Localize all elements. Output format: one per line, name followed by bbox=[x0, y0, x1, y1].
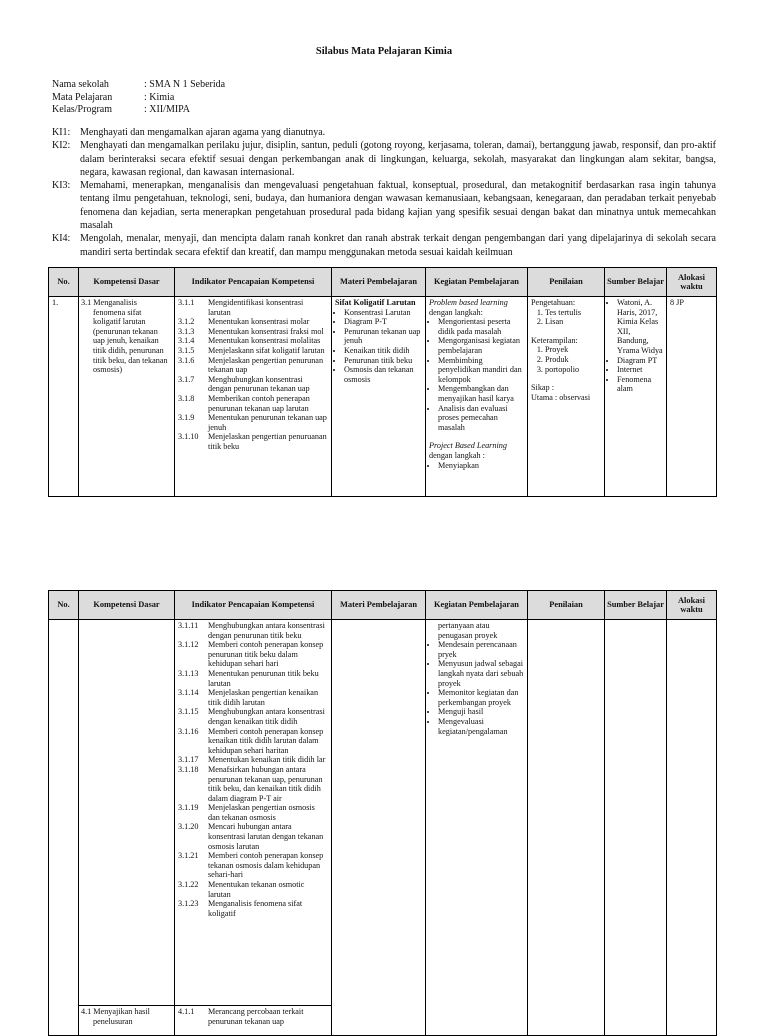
indicator-item: 3.1.22 Menentukan tekanan osmotic larutan bbox=[178, 880, 305, 899]
header-alokasi: Alokasi waktu bbox=[667, 268, 717, 297]
header-penilaian: Penilaian bbox=[528, 268, 605, 297]
indicator-item: 3.1.13 Menentukan penurunan titik beku larutan bbox=[178, 668, 319, 688]
cell-materi bbox=[332, 297, 426, 497]
list-item: • Membimbing penyelidikan mandiri dan kelompok bbox=[438, 356, 524, 385]
table-row bbox=[49, 620, 717, 1006]
indicator-item: 3.1.15 Menghubungkan antara konsentrasi dengan kenaikan titik didih bbox=[178, 707, 325, 726]
header-indikator: Indikator Pencapaian Kompetensi bbox=[175, 591, 332, 620]
indicator-item: 3.1.5 Menjelaskann sifat koligatif larutan bbox=[178, 345, 325, 355]
pjbl-list bbox=[429, 461, 524, 471]
header-alokasi: Alokasi waktu bbox=[667, 591, 717, 620]
header-kegiatan: Kegiatan Pembelajaran bbox=[426, 268, 528, 297]
penilaian-utama: Utama : observasi bbox=[531, 392, 591, 402]
indicator-item: 3.1.14 Menjelaskan pengertian kenaikan titik didih larutan bbox=[178, 688, 319, 707]
table-header-row bbox=[49, 268, 717, 297]
list-item: • Mengevaluasi kegiatan/pengalaman bbox=[438, 717, 524, 736]
ki-item bbox=[52, 126, 716, 139]
core-competencies bbox=[52, 126, 716, 259]
ki-item bbox=[52, 179, 716, 232]
list-item: • Mengorganisasi kegiatan pembelajaran bbox=[438, 336, 524, 355]
cell-kd: 3.1 Menganalisis fenomena sifat koligatif larutan (penurunan tekanan uap jenuh, kenaikan titik didih, penurunan titik beku, dan tekanan osmosis) bbox=[79, 297, 175, 497]
keterampilan-list bbox=[531, 345, 601, 374]
list-item: 3. portopolio bbox=[545, 365, 601, 375]
header-materi: Materi Pembelajaran bbox=[332, 268, 426, 297]
indicator-item: 3.1.20 Mencari hubungan antara konsentrasi larutan dengan tekanan osmosis larutan bbox=[178, 822, 324, 851]
pjbl-title: Project Based Learning bbox=[429, 441, 507, 451]
list-item: • Diagram PT bbox=[617, 356, 663, 366]
info-label: Mata Pelajaran bbox=[52, 91, 113, 103]
pbl-subtitle: dengan langkah: bbox=[429, 307, 483, 317]
ki-item bbox=[52, 232, 716, 259]
info-row-school bbox=[52, 79, 225, 92]
pbl-list bbox=[429, 317, 524, 432]
indicator-item: 3.1.11 Menghubungkan antara konsentrasi dengan penurunan titik beku bbox=[178, 621, 325, 640]
indicator-item: 3.1.6 Menjelaskan pengertian penurunan tekanan uap bbox=[178, 355, 324, 375]
ki-item bbox=[52, 139, 716, 179]
info-value: : Kimia bbox=[144, 91, 175, 103]
cell-kd: 4.1 Menyajikan hasil penelusuran bbox=[79, 1006, 175, 1036]
indicator-item: 3.1.4 Menentukan konsentrasi molalitas bbox=[178, 336, 321, 346]
list-item: • Menyusun jadwal sebagai langkah nyata dari sebuah proyek bbox=[438, 659, 524, 688]
cell-no bbox=[49, 620, 79, 1036]
list-item: • Osmosis dan tekanan osmosis bbox=[344, 365, 422, 384]
school-info bbox=[52, 79, 225, 117]
cell-penilaian bbox=[528, 620, 605, 1036]
list-item: • Fenomena alam bbox=[617, 375, 663, 394]
list-item: • Menguji hasil bbox=[438, 707, 524, 717]
materi-title: Sifat Koligatif Larutan bbox=[335, 298, 416, 307]
header-sumber: Sumber Belajar bbox=[605, 591, 667, 620]
indicator-item: 3.1.21 Memberi contoh penerapan konsep tekanan osmosis dalam kehidupan sehari-hari bbox=[178, 851, 324, 880]
header-penilaian: Penilaian bbox=[528, 591, 605, 620]
indicator-item: 3.1.9 Menentukan penurunan tekanan uap jenuh bbox=[178, 413, 327, 432]
penilaian-keterampilan: Keterampilan: bbox=[531, 335, 578, 345]
ki-text: Menghayati dan mengamalkan perilaku jujur, disiplin, santun, peduli (gotong royong, kerjasama, toleran, damai), bertanggung jawab, responsif, dan pro-aktif dalam berinteraksi secara efektif sesuai dengan perkembangan anak di lingkungan, keluarga, sekolah, masyarakat dan lingkungan alam sekitar, bangsa, negara, kawasan regional, dan kawasan internasional. bbox=[80, 140, 716, 178]
info-label: Nama sekolah bbox=[52, 79, 109, 90]
ki-text: Menghayati dan mengamalkan ajaran agama yang dianutnya. bbox=[80, 127, 326, 138]
penilaian-pengetahuan: Pengetahuan: bbox=[531, 298, 576, 307]
cell-materi bbox=[332, 620, 426, 1036]
ki-text: Mengolah, menalar, menyaji, dan mencipta dalam ranah konkret dan ranah abstrak terkait dengan pengembangan dari yang dipelajarinya di sekolah secara mandiri serta bertindak secara efektif dan kreatif, dan mampu menggunakan metoda sesuai kaidah keilmuan bbox=[80, 233, 716, 258]
cell-sumber bbox=[605, 297, 667, 497]
cell-alokasi: 8 JP bbox=[667, 297, 717, 497]
indicator-item: 3.1.17 Menentukan kenaikan titik didih lar bbox=[178, 755, 326, 765]
list-item: • Watoni, A. Haris, 2017, Kimia Kelas XII, Bandung, Yrama Widya bbox=[617, 298, 663, 356]
cell-kegiatan bbox=[426, 620, 528, 1036]
info-row-class bbox=[52, 104, 225, 117]
list-item: • Penurunan titik beku bbox=[344, 356, 422, 366]
header-no: No. bbox=[49, 268, 79, 297]
table-header-row bbox=[49, 591, 717, 620]
header-kd: Kompetensi Dasar bbox=[79, 591, 175, 620]
indicator-item: 3.1.19 Menjelaskan pengertian osmosis dan tekanan osmosis bbox=[178, 803, 315, 822]
kegiatan-continued: pertanyaan atau penugasan proyek bbox=[438, 621, 498, 640]
list-item: • Konsentrasi Larutan bbox=[344, 308, 422, 318]
pjbl-subtitle: dengan langkah : bbox=[429, 450, 485, 460]
header-indikator: Indikator Pencapaian Kompetensi bbox=[175, 268, 332, 297]
cell-indikator bbox=[175, 1006, 332, 1036]
ki-label: KI3: bbox=[52, 180, 71, 192]
list-item: • Penurunan tekanan uap jenuh bbox=[344, 327, 422, 346]
cell-indikator bbox=[175, 620, 332, 1006]
penilaian-sikap: Sikap : bbox=[531, 383, 554, 393]
indicator-item: 3.1.18 Menafsirkan hubungan antara penurunan tekanan uap, penurunan titik beku, dan kenaikan titik didih dalam diagram P-T air bbox=[178, 764, 323, 803]
cell-sumber bbox=[605, 620, 667, 1036]
list-item: 2. Produk bbox=[545, 355, 601, 365]
list-item: 1. Tes tertulis bbox=[545, 308, 601, 318]
list-item: 2. Lisan bbox=[545, 317, 601, 327]
list-item: • Mengorientasi peserta didik pada masalah bbox=[438, 317, 524, 336]
cell-penilaian bbox=[528, 297, 605, 497]
syllabus-table bbox=[48, 267, 717, 497]
pbl-title: Problem based learning bbox=[429, 298, 508, 307]
table-row bbox=[49, 297, 717, 497]
info-value: : XII/MIPA bbox=[144, 104, 191, 115]
list-item: • Kenaikan titik didih bbox=[344, 346, 422, 356]
header-kegiatan: Kegiatan Pembelajaran bbox=[426, 591, 528, 620]
indicator-item: 3.1.3 Menentukan konsentrasi fraksi mol bbox=[178, 326, 324, 336]
indicator-item: 3.1.8 Memberikan contoh penerapan penurunan tekanan uap larutan bbox=[178, 393, 310, 413]
list-item: 1. Proyek bbox=[545, 345, 601, 355]
list-item: • Diagram P-T bbox=[344, 317, 422, 327]
cell-kd bbox=[79, 620, 175, 1006]
cell-alokasi bbox=[667, 620, 717, 1036]
sumber-list bbox=[608, 298, 663, 394]
document-title: Silabus Mata Pelajaran Kimia bbox=[315, 46, 453, 57]
materi-list bbox=[335, 308, 422, 385]
kegiatan-list bbox=[429, 640, 524, 736]
indicator-item: 3.1.12 Memberi contoh penerapan konsep penurunan titik beku dalam kehidupan sehari hari bbox=[178, 640, 324, 669]
info-value: : SMA N 1 Seberida bbox=[144, 79, 226, 90]
list-item: • Memonitor kegiatan dan perkembangan proyek bbox=[438, 688, 524, 707]
cell-indikator bbox=[175, 297, 332, 497]
list-item: • Internet bbox=[617, 365, 663, 375]
list-item: • Mengembangkan dan menyajikan hasil karya bbox=[438, 384, 524, 403]
ki-label: KI1: bbox=[52, 127, 71, 138]
indicator-item: 3.1.7 Menghubungkan konsentrasi dengan penurunan tekanan uap bbox=[178, 374, 310, 394]
header-no: No. bbox=[49, 591, 79, 620]
ki-label: KI4: bbox=[52, 233, 71, 245]
indicator-item: 3.1.10 Menjelaskan pengertian penuruanan titik beku bbox=[178, 432, 327, 451]
list-item: • Analisis dan evaluasi proses pemecahan masalah bbox=[438, 404, 524, 433]
indicator-item: 3.1.1 Mengidentifikasi konsentrasi larutan bbox=[178, 298, 304, 317]
ki-text: Memahami, menerapkan, menganalisis dan mengevaluasi pengetahuan faktual, konseptual, prosedural, dan metakognitif berdasarkan rasa ingin tahunya tentang ilmu pengetahuan, teknologi, seni, budaya, dan humaniora dengan wawasan kemanusiaan, kebangsaan, kenegaraan, dan peradaban terkait penyebab fenomena dan kejadian, serta menerapkan pengetahuan prosedural pada bidang kajian yang spesifik sesuai dengan bakat dan minatnya untuk memecahkan masalah bbox=[80, 180, 716, 232]
header-materi: Materi Pembelajaran bbox=[332, 591, 426, 620]
cell-no: 1. bbox=[49, 297, 79, 497]
indicator-item: 3.1.23 Menganalisis fenomena sifat koligatif bbox=[178, 899, 303, 918]
info-label: Kelas/Program bbox=[52, 104, 112, 115]
pengetahuan-list bbox=[531, 308, 601, 327]
syllabus-table-continued bbox=[48, 590, 717, 1036]
list-item: • Mendesain perencanaan pryek bbox=[438, 640, 524, 659]
list-item: • Menyiapkan bbox=[438, 461, 524, 471]
header-sumber: Sumber Belajar bbox=[605, 268, 667, 297]
header-kd: Kompetensi Dasar bbox=[79, 268, 175, 297]
indicator-item: 3.1.2 Menentukan konsentrasi molar bbox=[178, 317, 310, 327]
indicator-item: 4.1.1 Merancang percobaan terkait penurunan tekanan uap bbox=[178, 1007, 304, 1026]
indicator-item: 3.1.16 Memberi contoh penerapan konsep kenaikan titik didih larutan dalam kehidupan sehari haritan bbox=[178, 726, 324, 755]
ki-label: KI2: bbox=[52, 140, 71, 152]
cell-kegiatan bbox=[426, 297, 528, 497]
info-row-subject bbox=[52, 92, 225, 105]
